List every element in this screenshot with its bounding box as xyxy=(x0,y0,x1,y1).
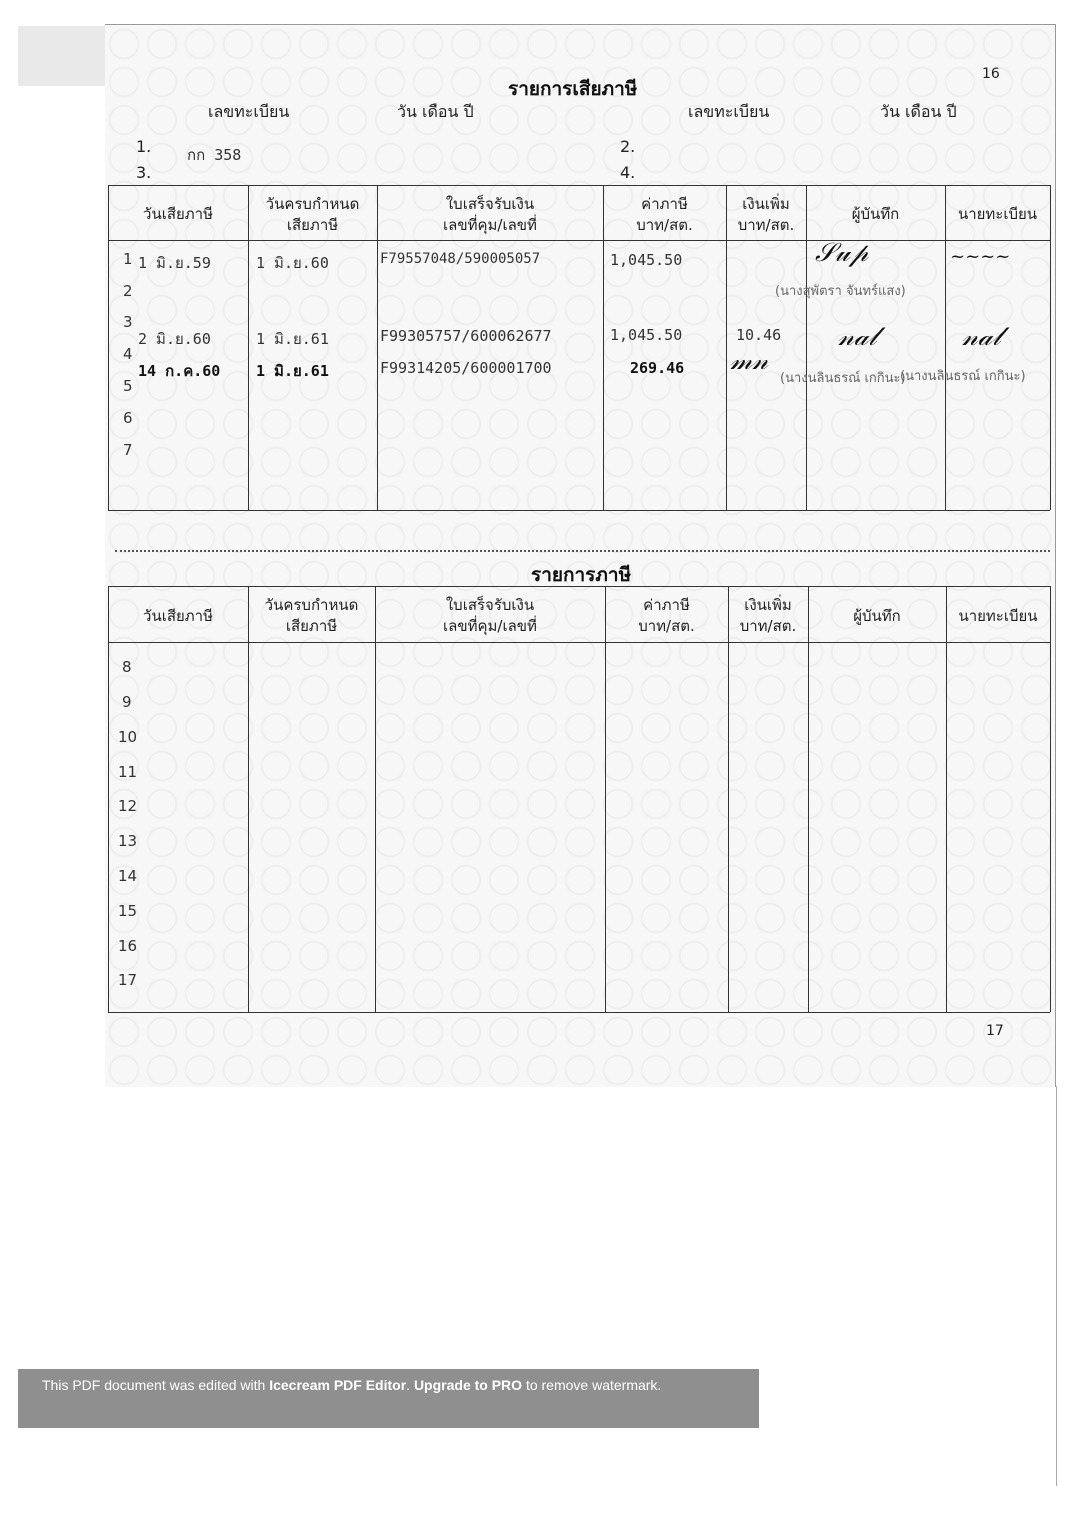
row2-due-date: 1 มิ.ย.61 xyxy=(256,330,329,348)
table2-col-line xyxy=(108,586,109,1012)
row2-pay-date: 2 มิ.ย.60 xyxy=(138,330,211,348)
scan-shadow xyxy=(18,26,106,86)
row-number: 16 xyxy=(118,937,138,955)
row-number: 8 xyxy=(122,658,132,676)
row2-extra: 10.46 xyxy=(736,326,782,344)
row3-due-date: 1 มิ.ย.61 xyxy=(256,362,329,380)
row-number: 1 xyxy=(123,250,133,268)
row2-receipt: F99305757/600062677 xyxy=(380,327,552,345)
table1-header-border xyxy=(108,240,1050,241)
registrar-signature-1: ~~~~ xyxy=(950,246,1011,267)
watermark-prefix: This PDF document was edited with xyxy=(42,1377,270,1393)
row-number: 15 xyxy=(118,902,138,920)
row-number: 13 xyxy=(118,832,138,850)
reg-num-2: 2. xyxy=(620,137,636,156)
th2-due-date: วันครบกำหนด เสียภาษี xyxy=(264,596,359,635)
row-number: 14 xyxy=(118,867,138,885)
table1-col-line xyxy=(945,185,946,510)
perforation-line xyxy=(115,550,1050,552)
reg-num-4: 4. xyxy=(620,163,636,182)
row3-tax: 269.46 xyxy=(630,359,685,377)
row-number: 5 xyxy=(123,377,133,395)
row-number: 7 xyxy=(123,441,133,459)
table1-top-border xyxy=(108,185,1050,186)
row-number: 3 xyxy=(123,313,133,331)
reg-value-1: กก 358 xyxy=(187,146,242,164)
row3-receipt: F99314205/600001700 xyxy=(380,359,552,377)
page-edge-line xyxy=(1056,1086,1057,1486)
table2-col-line xyxy=(946,586,947,1012)
header-reg-2: เลขทะเบียน xyxy=(688,102,770,121)
row-number: 6 xyxy=(123,409,133,427)
table2-top-border xyxy=(108,586,1050,587)
watermark-banner xyxy=(18,1369,759,1428)
th1-tax: ค่าภาษี บาท/สต. xyxy=(636,195,693,234)
recorder-signature-1: 𝒮𝓊𝓅 xyxy=(815,238,869,268)
registrar-signature-2: 𝓃𝒶𝓁 xyxy=(962,322,1001,352)
row1-pay-date: 1 มิ.ย.59 xyxy=(138,254,211,272)
th2-extra: เงินเพิ่ม บาท/สต. xyxy=(739,596,797,635)
th1-registrar: นายทะเบียน xyxy=(957,205,1038,223)
tax-list-title: รายการภาษี xyxy=(531,564,632,586)
watermark-middle: . xyxy=(406,1377,414,1393)
page-number-bottom: 17 xyxy=(986,1023,1004,1039)
row1-tax: 1,045.50 xyxy=(610,251,683,269)
table2-col-line xyxy=(808,586,809,1012)
row-number: 4 xyxy=(123,345,133,363)
th1-extra: เงินเพิ่ม บาท/สต. xyxy=(737,195,795,234)
reg-num-1: 1. xyxy=(136,137,152,156)
row-number: 17 xyxy=(118,971,138,989)
th2-tax: ค่าภาษี บาท/สต. xyxy=(638,596,695,635)
th2-registrar: นายทะเบียน xyxy=(958,607,1038,625)
table2-col-line xyxy=(605,586,606,1012)
th1-receipt: ใบเสร็จรับเงิน เลขที่คุม/เลขที่ xyxy=(443,195,537,234)
row1-recorder: (นางสุพัตรา จันทร์แสง) xyxy=(775,284,906,299)
th2-pay-date: วันเสียภาษี xyxy=(143,607,213,625)
table1-col-line xyxy=(108,185,109,510)
row-number: 2 xyxy=(123,282,133,300)
table1-col-line xyxy=(806,185,807,510)
table1-col-line xyxy=(1050,185,1051,510)
th1-due-date: วันครบกำหนด เสียภาษี xyxy=(265,195,360,234)
row-number: 10 xyxy=(118,728,138,746)
recorder-signature-2: 𝓃𝒶𝓁 xyxy=(838,322,877,352)
th2-receipt: ใบเสร็จรับเงิน เลขที่คุม/เลขที่ xyxy=(443,596,537,635)
row3-pay-date: 14 ก.ค.60 xyxy=(138,362,221,380)
tax-payment-title: รายการเสียภาษี xyxy=(508,78,638,100)
table2-col-line xyxy=(248,586,249,1012)
row1-receipt: F79557048/590005057 xyxy=(380,251,541,267)
th2-recorder: ผู้บันทึก xyxy=(853,607,901,625)
reg-num-3: 3. xyxy=(136,163,152,182)
row3-recorder: (นางนลินธรณ์ เกกินะ) xyxy=(780,371,906,386)
table2-col-line xyxy=(1050,586,1051,1012)
row1-due-date: 1 มิ.ย.60 xyxy=(256,254,329,272)
table2-col-line xyxy=(375,586,376,1012)
extra-signature: 𝓂𝓃 xyxy=(730,346,769,376)
header-date-1: วัน เดือน ปี xyxy=(397,102,474,121)
th1-pay-date: วันเสียภาษี xyxy=(143,205,213,223)
watermark-upgrade-link[interactable]: Upgrade to PRO xyxy=(413,1377,523,1393)
row-number: 9 xyxy=(122,693,132,711)
header-date-2: วัน เดือน ปี xyxy=(880,102,957,121)
row-number: 11 xyxy=(118,763,138,781)
row2-tax: 1,045.50 xyxy=(610,326,683,344)
table2-col-line xyxy=(728,586,729,1012)
header-reg-1: เลขทะเบียน xyxy=(208,102,290,121)
table2-bottom-border xyxy=(108,1012,1050,1013)
table2-header-border xyxy=(108,642,1050,643)
th1-recorder: ผู้บันทึก xyxy=(851,205,900,223)
table1-bottom-border xyxy=(108,510,1050,511)
watermark-suffix: to remove watermark. xyxy=(522,1377,662,1393)
watermark-product: Icecream PDF Editor xyxy=(269,1377,407,1393)
row3-registrar-name: (นางนลินธรณ์ เกกินะ) xyxy=(900,369,1026,384)
page-number-top: 16 xyxy=(982,66,1000,82)
row-number: 12 xyxy=(118,797,138,815)
